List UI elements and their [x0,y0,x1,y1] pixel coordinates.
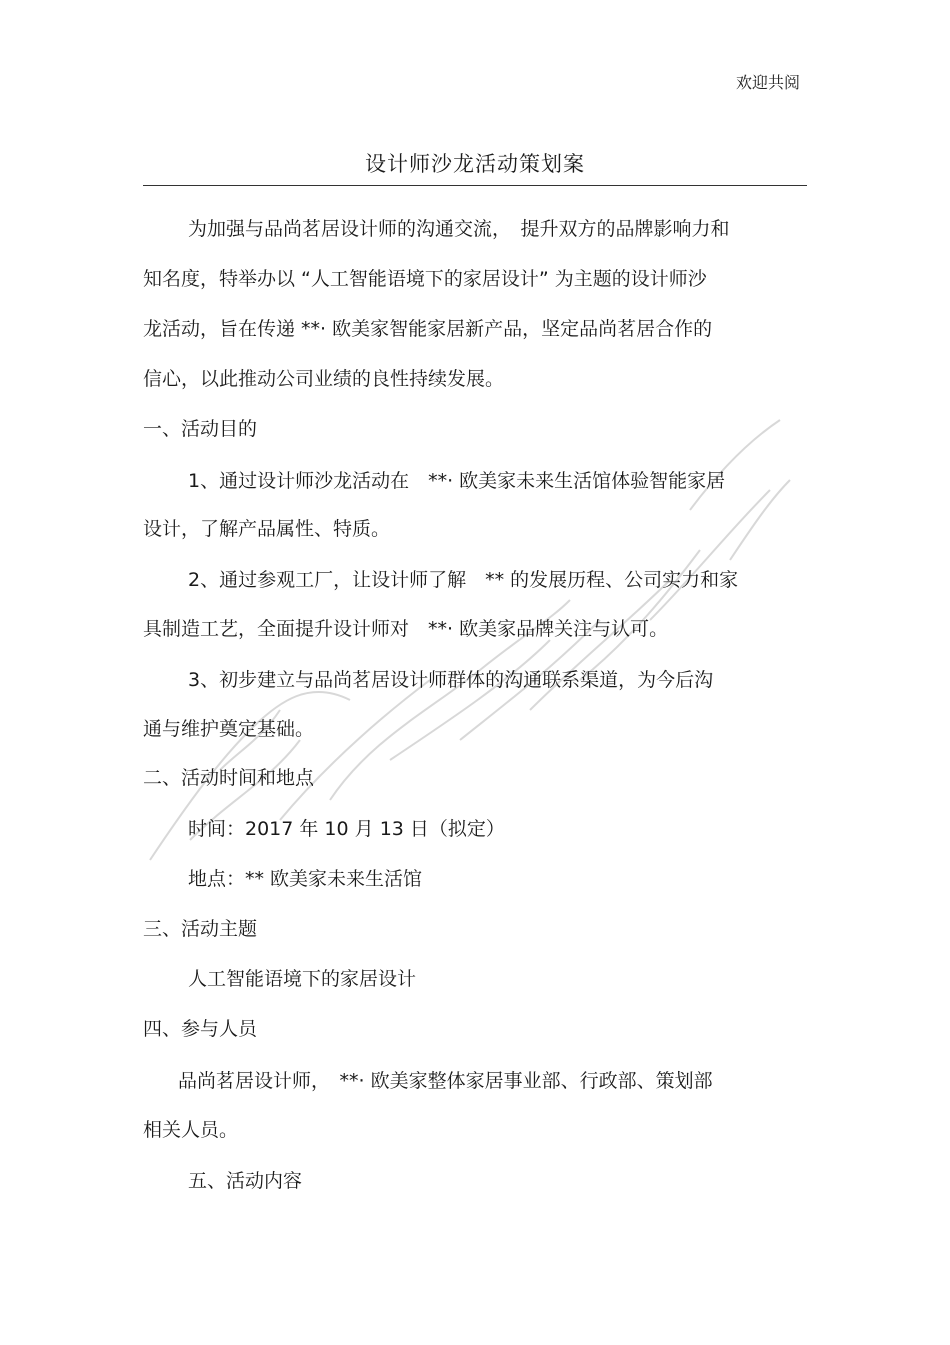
paragraph-line: 品尚茗居设计师， **· 欧美家整体家居事业部、行政部、策划部 [178,1070,713,1092]
paragraph-line: 设计，了解产品属性、特质。 [143,518,391,540]
paragraph-line: 2、通过参观工厂，让设计师了解 ** 的发展历程、公司实力和家 [188,569,739,591]
location-line: 地点：** 欧美家未来生活馆 [188,868,423,890]
section-heading: 二、活动时间和地点 [143,767,315,789]
paragraph-line: 知名度，特举办以 “人工智能语境下的家居设计” 为主题的设计师沙 [143,268,707,290]
title-divider [143,185,807,186]
paragraph-line: 信心，以此推动公司业绩的良性持续发展。 [143,368,505,390]
header-note: 欢迎共阅 [735,73,800,92]
paragraph-line: 1、通过设计师沙龙活动在 **· 欧美家未来生活馆体验智能家居 [188,470,726,492]
paragraph-line: 通与维护奠定基础。 [143,718,315,740]
section-heading: 四、参与人员 [143,1018,258,1040]
paragraph-line: 具制造工艺，全面提升设计师对 **· 欧美家品牌关注与认可。 [143,618,669,640]
paragraph-line: 为加强与品尚茗居设计师的沟通交流， 提升双方的品牌影响力和 [188,218,730,240]
paragraph-line: 3、初步建立与品尚茗居设计师群体的沟通联系渠道，为今后沟 [188,669,714,691]
paragraph-line: 龙活动，旨在传递 **· 欧美家智能家居新产品，坚定品尚茗居合作的 [143,318,713,340]
time-line: 时间：2017 年 10 月 13 日（拟定） [188,818,505,840]
section-heading: 五、活动内容 [188,1170,303,1192]
section-heading: 一、活动目的 [143,418,258,440]
theme-line: 人工智能语境下的家居设计 [188,968,417,990]
page-title: 设计师沙龙活动策划案 [365,152,585,176]
paragraph-line: 相关人员。 [143,1119,239,1141]
section-heading: 三、活动主题 [143,918,258,940]
